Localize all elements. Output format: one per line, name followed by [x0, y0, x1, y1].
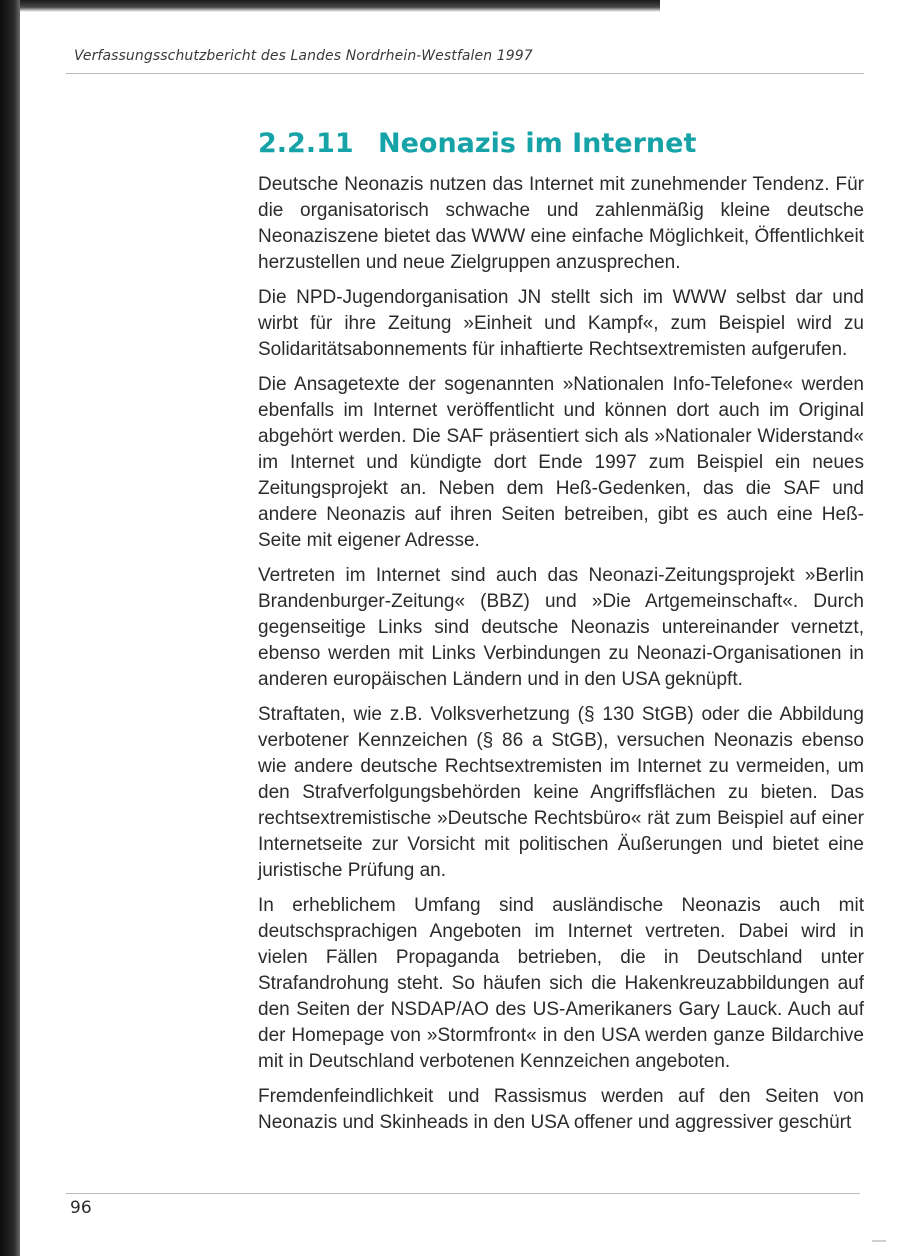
paragraph: Die NPD-Jugendorganisation JN stellt sich im WWW selbst dar und wirbt für ihre Zeitung »Einheit und Kampf«, zum Beispiel wird zu Solidaritätsabonnements für inhaftierte Rechtsextremisten aufgerufen. [258, 287, 864, 360]
paragraph: Die Ansagetexte der sogenannten »Nationalen Info-Telefone« werden ebenfalls im Internet veröffentlicht und können dort auch im Original abgehört werden. Die SAF präsentiert sich als »Nationaler Widerstand« im Internet und kündigte dort Ende 1997 zum Beispiel ein neues Zeitungsprojekt an. Neben dem Heß-Gedenken, das die SAF und andere Neonazis auf ihren Seiten betreiben, gibt es auch eine Heß-Seite mit eigener Adresse. [258, 374, 864, 551]
header-rule [66, 73, 864, 74]
scan-corner-mark [872, 1240, 886, 1242]
scan-spine-shadow [0, 0, 20, 1256]
paragraph: Straftaten, wie z.B. Volksverhetzung (§ 130 StGB) oder die Abbildung verbotener Kennzeichen (§ 86 a StGB), versuchen Neonazis ebenso wie andere deutsche Rechtsextremisten im Internet zu vermeiden, um den Strafverfolgungsbehörden keine Angriffsflächen zu bieten. Das rechtsextremistische »Deutsche Rechtsbüro« rät zum Beispiel auf einer Internetseite zur Vorsicht mit politischen Äußerungen und bietet eine juristische Prüfung an. [258, 704, 864, 881]
body-text [258, 172, 864, 1145]
section-number: 2.2.11 [258, 128, 354, 159]
paragraph: Vertreten im Internet sind auch das Neonazi-Zeitungsprojekt »Berlin Brandenburger-Zeitung« (BBZ) und »Die Artgemeinschaft«. Durch gegenseitige Links sind deutsche Neonazis untereinander vernetzt, ebenso werden mit Links Verbindungen zu Neonazi-Organisationen in anderen europäischen Ländern und in den USA geknüpft. [258, 565, 864, 690]
section-heading [258, 128, 868, 159]
section-title: Neonazis im Internet [378, 128, 697, 159]
paragraph: Deutsche Neonazis nutzen das Internet mit zunehmender Tendenz. Für die organisatorisch schwache und zahlenmäßig kleine deutsche Neonaziszene bietet das WWW eine einfache Möglichkeit, Öffentlichkeit herzustellen und neue Zielgruppen anzusprechen. [258, 174, 864, 273]
page-number: 96 [70, 1198, 92, 1218]
scan-top-edge-shadow [20, 0, 660, 12]
running-header: Verfassungsschutzbericht des Landes Nordrhein-Westfalen 1997 [74, 48, 533, 64]
paragraph: Fremdenfeindlichkeit und Rassismus werden auf den Seiten von Neonazis und Skinheads in den USA offener und aggressiver geschürt [258, 1086, 864, 1133]
paragraph: In erheblichem Umfang sind ausländische Neonazis auch mit deutschsprachigen Angeboten im Internet vertreten. Dabei wird in vielen Fällen Propaganda betrieben, die in Deutschland unter Strafandrohung steht. So häufen sich die Hakenkreuzabbildungen auf den Seiten der NSDAP/AO des US-Amerikaners Gary Lauck. Auch auf der Homepage von »Stormfront« in den USA werden ganze Bildarchive mit in Deutschland verbotenen Kennzeichen angeboten. [258, 895, 864, 1072]
footer-rule [66, 1193, 860, 1194]
